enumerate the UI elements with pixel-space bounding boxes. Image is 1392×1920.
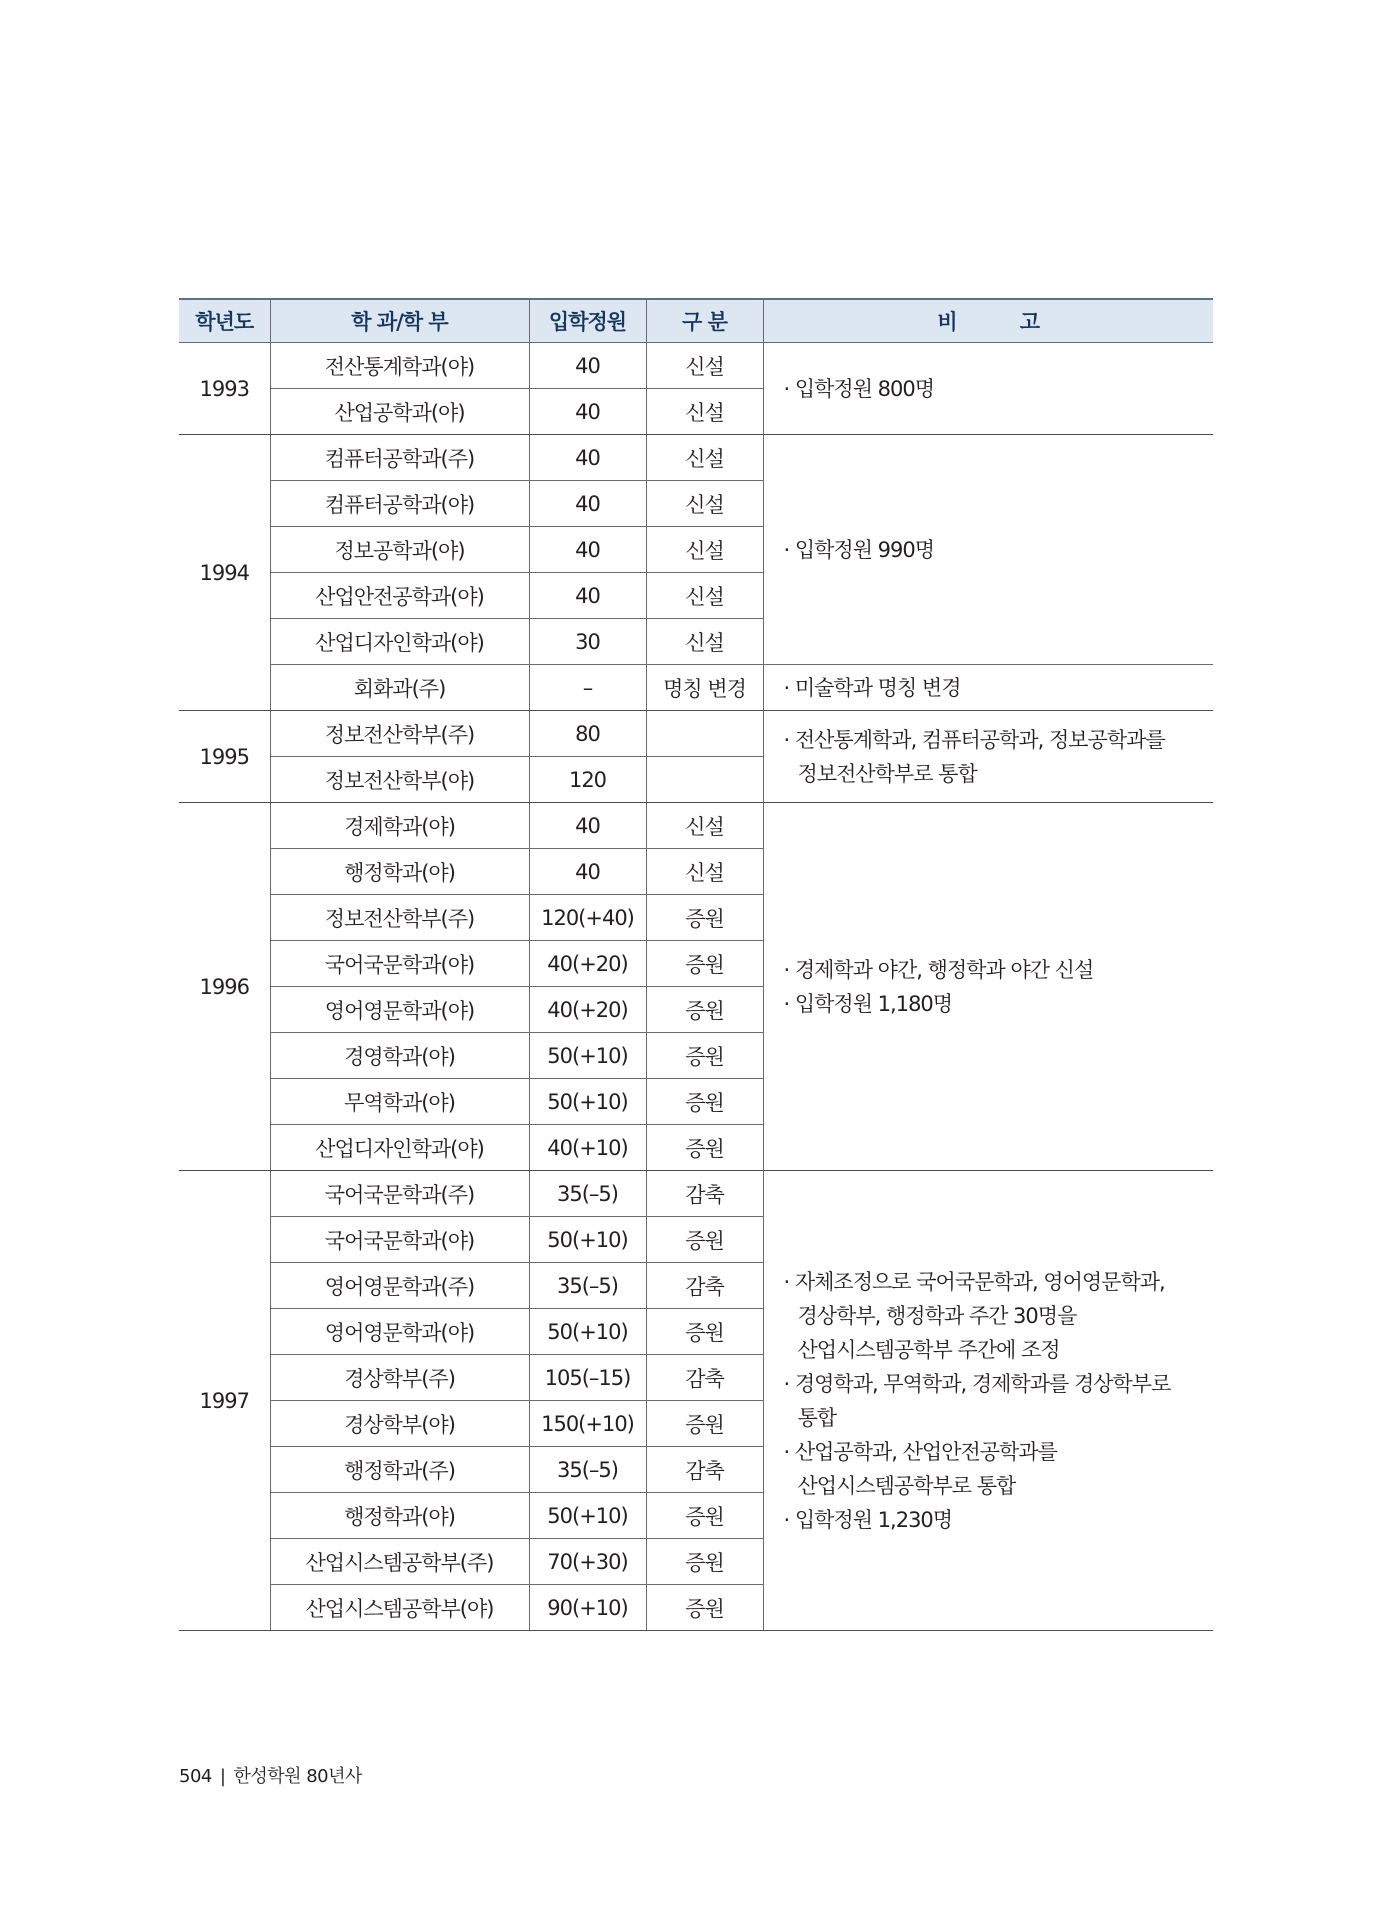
dept-cell: 행정학과(야) — [270, 1493, 529, 1539]
table-row — [179, 1171, 1213, 1217]
type-cell: 감축 — [646, 1171, 763, 1217]
table-row — [179, 435, 1213, 481]
quota-cell: 40 — [529, 481, 646, 527]
dept-cell: 국어국문학과(야) — [270, 941, 529, 987]
type-cell: 증원 — [646, 1033, 763, 1079]
type-cell: 신설 — [646, 481, 763, 527]
dept-cell: 행정학과(야) — [270, 849, 529, 895]
type-cell: 신설 — [646, 619, 763, 665]
note-line: 산업시스템공학부로 통합 — [797, 1473, 1016, 1498]
quota-cell: 30 — [529, 619, 646, 665]
note-line: · 입학정원 1,180명 — [783, 991, 953, 1016]
quota-cell: 50(+10) — [529, 1493, 646, 1539]
header-dept: 학 과/학 부 — [270, 299, 529, 343]
quota-cell: 40(+20) — [529, 987, 646, 1033]
type-cell: 증원 — [646, 1079, 763, 1125]
note-cell — [763, 435, 1213, 665]
year-cell: 1995 — [179, 711, 270, 803]
quota-cell: 40 — [529, 573, 646, 619]
quota-cell: 120(+40) — [529, 895, 646, 941]
note-line: · 입학정원 990명 — [783, 537, 935, 562]
quota-cell: 40 — [529, 343, 646, 389]
type-cell: 증원 — [646, 1539, 763, 1585]
quota-cell: 40(+10) — [529, 1125, 646, 1171]
note-cell — [763, 343, 1213, 435]
dept-cell: 컴퓨터공학과(야) — [270, 481, 529, 527]
dept-cell: 전산통계학과(야) — [270, 343, 529, 389]
note-line: · 산업공학과, 산업안전공학과를 — [783, 1439, 1057, 1464]
note-line: · 입학정원 1,230명 — [783, 1507, 953, 1532]
page-footer — [179, 1762, 362, 1788]
dept-cell: 영어영문학과(야) — [270, 987, 529, 1033]
type-cell: 신설 — [646, 803, 763, 849]
header-year: 학년도 — [179, 299, 270, 343]
year-cell: 1997 — [179, 1171, 270, 1631]
quota-cell: 40 — [529, 435, 646, 481]
quota-cell: 120 — [529, 757, 646, 803]
quota-cell: – — [529, 665, 646, 711]
dept-cell: 국어국문학과(야) — [270, 1217, 529, 1263]
quota-cell: 35(–5) — [529, 1263, 646, 1309]
note-line: · 미술학과 명칭 변경 — [783, 675, 961, 700]
type-cell: 감축 — [646, 1355, 763, 1401]
dept-cell: 영어영문학과(야) — [270, 1309, 529, 1355]
dept-cell: 산업시스템공학부(주) — [270, 1539, 529, 1585]
dept-cell: 정보전산학부(주) — [270, 711, 529, 757]
type-cell: 신설 — [646, 343, 763, 389]
note-line: · 경영학과, 무역학과, 경제학과를 경상학부로 — [783, 1371, 1171, 1396]
quota-cell: 40 — [529, 389, 646, 435]
note-line: · 전산통계학과, 컴퓨터공학과, 정보공학과를 — [783, 727, 1165, 752]
type-cell: 신설 — [646, 849, 763, 895]
table-header-row — [179, 299, 1213, 343]
header-note: 비 고 — [763, 299, 1213, 343]
dept-cell: 산업공학과(야) — [270, 389, 529, 435]
dept-cell: 행정학과(주) — [270, 1447, 529, 1493]
table-row — [179, 665, 1213, 711]
admission-quota-table — [179, 298, 1213, 1631]
table-body — [179, 343, 1213, 1631]
type-cell: 증원 — [646, 1401, 763, 1447]
note-cell — [763, 665, 1213, 711]
table-row — [179, 343, 1213, 389]
note-line: · 경제학과 야간, 행정학과 야간 신설 — [783, 957, 1094, 982]
footer-separator: | — [219, 1766, 226, 1787]
quota-cell: 50(+10) — [529, 1309, 646, 1355]
type-cell: 신설 — [646, 573, 763, 619]
dept-cell: 무역학과(야) — [270, 1079, 529, 1125]
dept-cell: 경상학부(야) — [270, 1401, 529, 1447]
type-cell: 증원 — [646, 1493, 763, 1539]
dept-cell: 산업시스템공학부(야) — [270, 1585, 529, 1631]
note-line: 산업시스템공학부 주간에 조정 — [797, 1337, 1060, 1362]
header-quota: 입학정원 — [529, 299, 646, 343]
type-cell: 신설 — [646, 435, 763, 481]
type-cell: 증원 — [646, 941, 763, 987]
dept-cell: 컴퓨터공학과(주) — [270, 435, 529, 481]
type-cell — [646, 711, 763, 757]
note-cell — [763, 711, 1213, 803]
quota-cell: 40 — [529, 849, 646, 895]
quota-cell: 80 — [529, 711, 646, 757]
type-cell: 명칭 변경 — [646, 665, 763, 711]
type-cell: 신설 — [646, 527, 763, 573]
note-cell — [763, 1171, 1213, 1631]
dept-cell: 경영학과(야) — [270, 1033, 529, 1079]
quota-cell: 35(–5) — [529, 1447, 646, 1493]
year-cell: 1994 — [179, 435, 270, 711]
type-cell: 신설 — [646, 389, 763, 435]
note-cell — [763, 803, 1213, 1171]
dept-cell: 정보공학과(야) — [270, 527, 529, 573]
dept-cell: 정보전산학부(주) — [270, 895, 529, 941]
header-type: 구 분 — [646, 299, 763, 343]
type-cell — [646, 757, 763, 803]
book-title: 한성학원 80년사 — [233, 1766, 362, 1787]
dept-cell: 산업안전공학과(야) — [270, 573, 529, 619]
quota-cell: 50(+10) — [529, 1079, 646, 1125]
quota-cell: 105(–15) — [529, 1355, 646, 1401]
dept-cell: 산업디자인학과(야) — [270, 1125, 529, 1171]
table-row — [179, 711, 1213, 757]
dept-cell: 산업디자인학과(야) — [270, 619, 529, 665]
quota-cell: 50(+10) — [529, 1217, 646, 1263]
dept-cell: 영어영문학과(주) — [270, 1263, 529, 1309]
quota-cell: 90(+10) — [529, 1585, 646, 1631]
dept-cell: 회화과(주) — [270, 665, 529, 711]
page-number: 504 — [179, 1766, 212, 1787]
type-cell: 증원 — [646, 1309, 763, 1355]
type-cell: 감축 — [646, 1263, 763, 1309]
type-cell: 증원 — [646, 987, 763, 1033]
type-cell: 증원 — [646, 1217, 763, 1263]
note-line: · 자체조정으로 국어국문학과, 영어영문학과, — [783, 1269, 1165, 1294]
type-cell: 증원 — [646, 1125, 763, 1171]
dept-cell: 경제학과(야) — [270, 803, 529, 849]
type-cell: 감축 — [646, 1447, 763, 1493]
table-row — [179, 803, 1213, 849]
note-line: 통합 — [797, 1405, 837, 1430]
note-line: 경상학부, 행정학과 주간 30명을 — [797, 1303, 1077, 1328]
type-cell: 증원 — [646, 1585, 763, 1631]
quota-cell: 40 — [529, 803, 646, 849]
note-line: · 입학정원 800명 — [783, 376, 935, 401]
year-cell: 1993 — [179, 343, 270, 435]
dept-cell: 정보전산학부(야) — [270, 757, 529, 803]
dept-cell: 경상학부(주) — [270, 1355, 529, 1401]
quota-cell: 50(+10) — [529, 1033, 646, 1079]
quota-cell: 40(+20) — [529, 941, 646, 987]
quota-cell: 40 — [529, 527, 646, 573]
dept-cell: 국어국문학과(주) — [270, 1171, 529, 1217]
type-cell: 증원 — [646, 895, 763, 941]
quota-cell: 70(+30) — [529, 1539, 646, 1585]
year-cell: 1996 — [179, 803, 270, 1171]
quota-cell: 150(+10) — [529, 1401, 646, 1447]
quota-cell: 35(–5) — [529, 1171, 646, 1217]
note-line: 정보전산학부로 통합 — [797, 761, 977, 786]
